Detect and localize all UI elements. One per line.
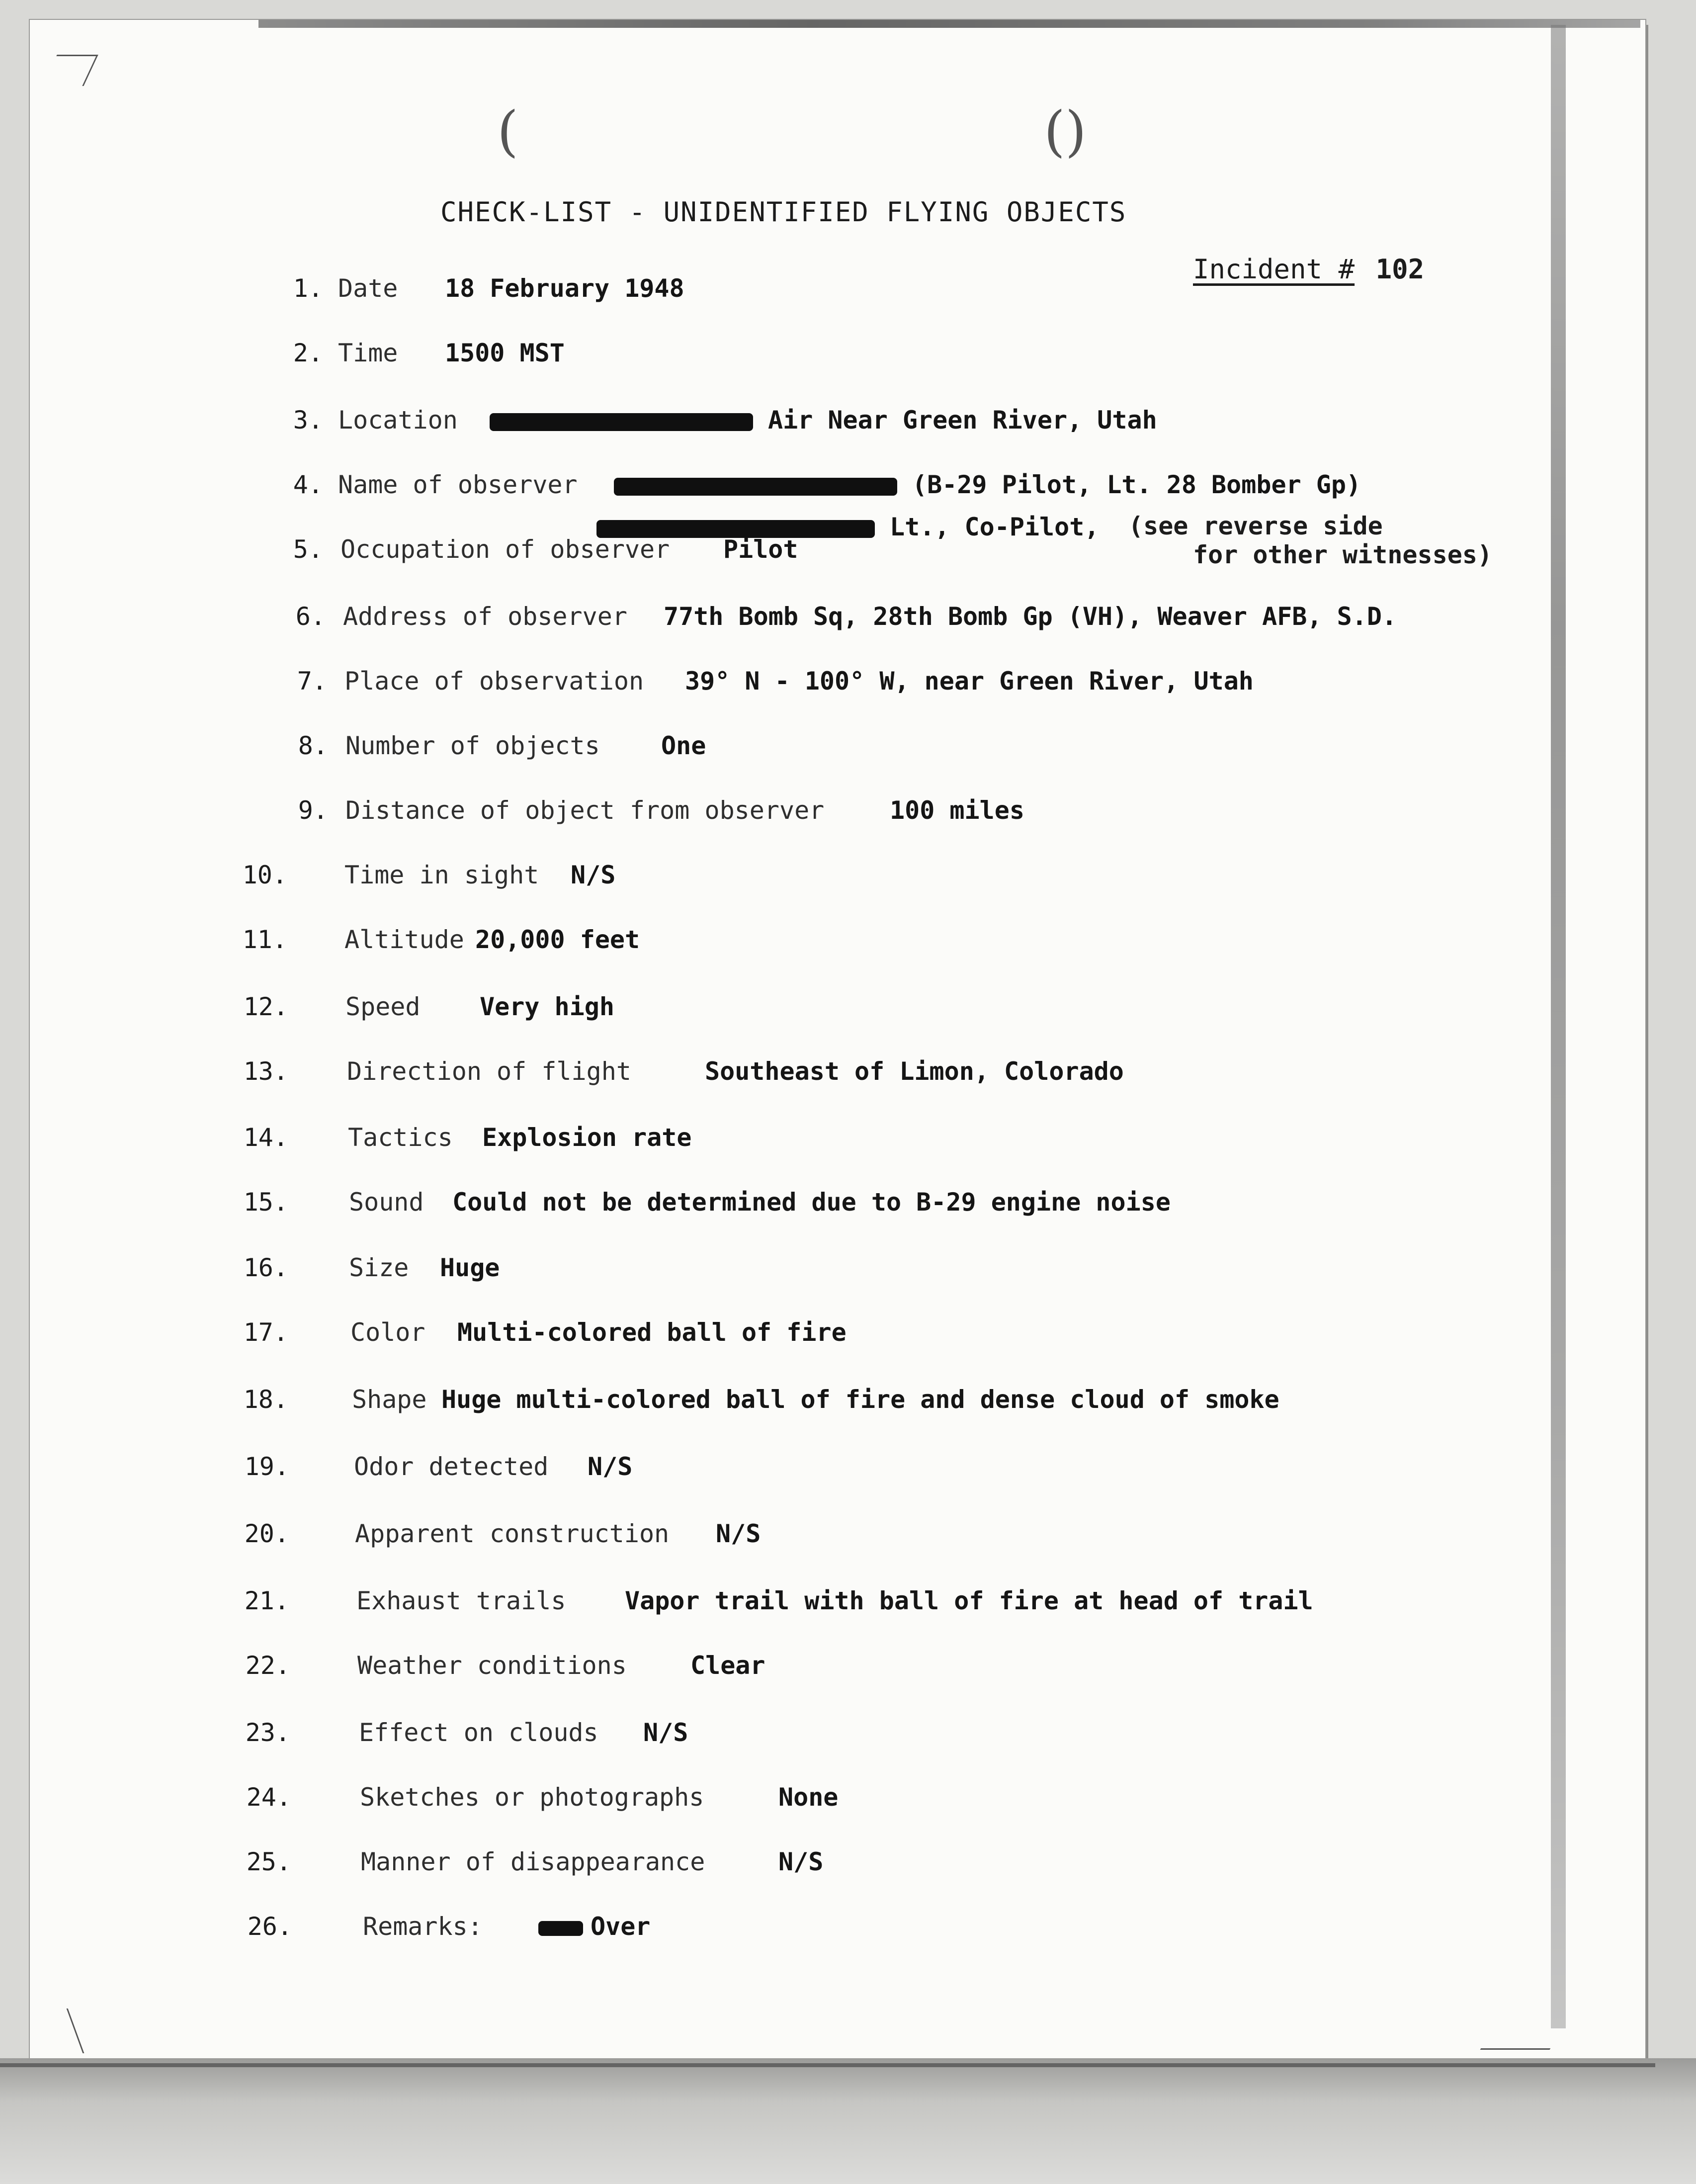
item-label: Distance of object from observer <box>345 796 825 825</box>
item-label: Shape <box>352 1385 427 1414</box>
item-value: Multi-colored ball of fire <box>457 1318 847 1347</box>
item-value: None <box>778 1783 839 1812</box>
item-value: Huge <box>440 1253 500 1282</box>
item-value: 77th Bomb Sq, 28th Bomb Gp (VH), Weaver AFB, S.D. <box>664 602 1397 631</box>
witness-text: Lt., Co-Pilot, <box>890 513 1100 541</box>
remarks-text: Over <box>591 1912 651 1941</box>
scan-margin-mark <box>1480 2028 1562 2050</box>
item-label: Exhaust trails <box>356 1586 566 1615</box>
item-number: 5. <box>293 535 323 564</box>
strikeout-mark <box>538 1921 583 1936</box>
item-value: 20,000 feet <box>475 925 640 954</box>
item-label: Tactics <box>348 1123 453 1152</box>
incident-number-value: 102 <box>1375 254 1425 285</box>
item-label: Date <box>338 274 398 303</box>
item-number: 17. <box>243 1318 288 1347</box>
item-number: 19. <box>244 1452 289 1481</box>
item-label: Time <box>338 339 398 367</box>
location-text: Air Near Green River, Utah <box>768 406 1157 435</box>
item-label: Speed <box>345 992 421 1021</box>
item-number: 1. <box>293 274 323 303</box>
observer-text: (B-29 Pilot, Lt. 28 Bomber Gp) <box>912 470 1361 499</box>
item-number: 14. <box>243 1123 288 1152</box>
item-number: 22. <box>245 1651 290 1680</box>
item-number: 15. <box>243 1188 288 1217</box>
item-number: 24. <box>246 1783 291 1812</box>
item-number: 18. <box>243 1385 288 1414</box>
item-value: N/S <box>716 1519 761 1548</box>
item-number: 10. <box>242 861 287 889</box>
item-number: 23. <box>245 1718 290 1747</box>
item-value: N/S <box>643 1718 688 1747</box>
item-value: 100 miles <box>890 796 1024 825</box>
item-label: Apparent construction <box>355 1519 670 1548</box>
item-value: N/S <box>778 1847 824 1876</box>
item-label: Color <box>350 1318 425 1347</box>
item-label: Name of observer <box>338 470 578 499</box>
item-value: Huge multi-colored ball of fire and dense cloud of smoke <box>441 1385 1279 1414</box>
punch-hole-mark: () <box>1044 99 1087 163</box>
item-label: Odor detected <box>354 1452 549 1481</box>
item-number: 13. <box>243 1057 288 1086</box>
item-label: Sound <box>349 1188 424 1217</box>
item-number: 26. <box>247 1912 292 1941</box>
item-label: Time in sight <box>344 861 539 889</box>
item-label: Weather conditions <box>357 1651 627 1680</box>
item-label: Number of objects <box>345 731 600 760</box>
redaction-bar <box>490 413 753 431</box>
punch-hole-mark: ( <box>497 99 518 163</box>
item-value <box>490 405 1157 435</box>
item-number: 12. <box>243 992 288 1021</box>
item-value: Southeast of Limon, Colorado <box>705 1057 1124 1086</box>
item-value: 39° N - 100° W, near Green River, Utah <box>685 667 1254 696</box>
item-number: 3. <box>293 406 323 435</box>
item-label: Occupation of observer <box>340 535 670 564</box>
item-number: 7. <box>297 667 327 696</box>
item-number: 2. <box>293 339 323 367</box>
item-label: Direction of flight <box>347 1057 631 1086</box>
item-value: N/S <box>571 861 616 889</box>
item-label: Manner of disappearance <box>361 1847 705 1876</box>
item-label: Sketches or photographs <box>360 1783 704 1812</box>
witness-note-line-1: (see reverse side <box>1128 512 1383 540</box>
item-value: One <box>661 731 706 760</box>
item-value: Very high <box>480 992 614 1021</box>
item-label: Place of observation <box>344 667 644 696</box>
item-number: 8. <box>298 731 328 760</box>
witness-note-line-2: for other witnesses) <box>1193 540 1493 569</box>
item-number: 6. <box>295 602 326 631</box>
item-number: 21. <box>244 1586 289 1615</box>
redaction-bar <box>614 478 897 496</box>
item-number: 20. <box>244 1519 289 1548</box>
item-label: Altitude <box>344 925 464 954</box>
item-value: 1500 MST <box>445 339 565 367</box>
item-number: 4. <box>293 470 323 499</box>
item-value <box>614 470 1361 500</box>
item-value: Explosion rate <box>482 1123 692 1152</box>
item-value <box>538 1912 650 1941</box>
item-value: N/S <box>588 1452 633 1481</box>
item-value: 18 February 1948 <box>445 274 684 303</box>
page-title: CHECK-LIST - UNIDENTIFIED FLYING OBJECTS <box>440 196 1127 228</box>
item-label: Size <box>349 1253 409 1282</box>
item-value: Vapor trail with ball of fire at head of trail <box>625 1586 1313 1615</box>
incident-label: Incident # <box>1193 254 1355 285</box>
witness-value <box>596 512 1099 542</box>
item-label: Location <box>338 406 458 435</box>
item-label: Remarks: <box>363 1912 483 1941</box>
item-number: 9. <box>298 796 328 825</box>
item-value: Pilot <box>723 535 798 564</box>
item-number: 25. <box>246 1847 291 1876</box>
item-number: 16. <box>243 1253 288 1282</box>
item-label: Address of observer <box>343 602 627 631</box>
item-label: Effect on clouds <box>359 1718 598 1747</box>
item-value: Clear <box>690 1651 765 1680</box>
item-value: Could not be determined due to B-29 engine noise <box>452 1188 1171 1217</box>
item-number: 11. <box>242 925 287 954</box>
